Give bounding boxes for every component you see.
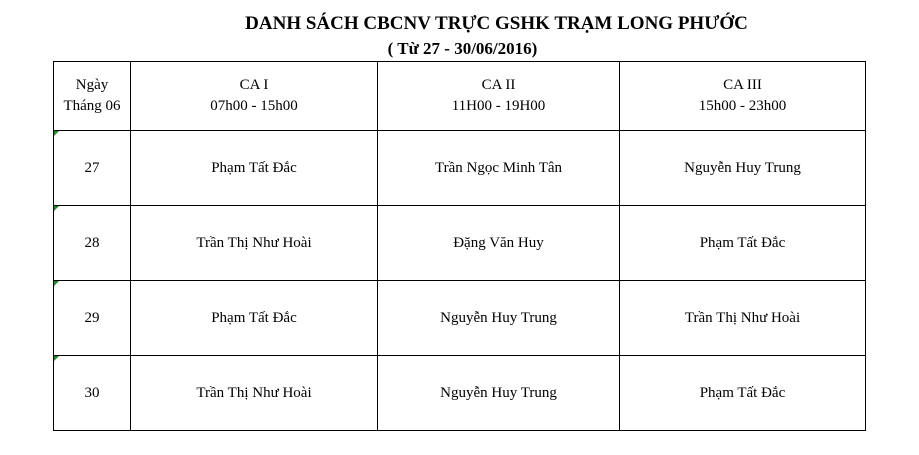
cell-marker-icon (54, 356, 59, 361)
table-row (54, 131, 866, 206)
header-shift-3-time: 15h00 - 23h00 (698, 98, 787, 114)
header-shift-2-time: 11H00 - 19H00 (451, 98, 546, 114)
shift-1-cell: Phạm Tất Đắc (131, 281, 378, 356)
document-subtitle: ( Từ 27 - 30/06/2016) (387, 39, 538, 58)
shift-2-cell: Trần Ngọc Minh Tân (378, 131, 620, 206)
header-shift-1-cell (131, 62, 378, 131)
header-shift-1-name: CA I (239, 77, 269, 93)
day-cell (54, 356, 131, 431)
shift-3-cell: Trần Thị Như Hoài (620, 281, 866, 356)
duty-roster-table (53, 61, 866, 431)
header-shift-2-name: CA II (481, 77, 516, 93)
shift-1-cell: Trần Thị Như Hoài (131, 356, 378, 431)
cell-marker-icon (54, 131, 59, 136)
shift-3-cell: Phạm Tất Đắc (620, 356, 866, 431)
header-date-label-line2: Tháng 06 (63, 98, 121, 114)
header-shift-1-time: 07h00 - 15h00 (210, 98, 298, 114)
table-row (54, 206, 866, 281)
cell-marker-icon (54, 206, 59, 211)
shift-2-cell: Đặng Văn Huy (378, 206, 620, 281)
shift-3-cell: Phạm Tất Đắc (620, 206, 866, 281)
table-row (54, 281, 866, 356)
day-cell (54, 206, 131, 281)
day-value: 30 (84, 384, 100, 401)
table-row (54, 356, 866, 431)
day-cell (54, 281, 131, 356)
table-header-row (54, 62, 866, 131)
day-value: 28 (84, 234, 100, 251)
day-cell (54, 131, 131, 206)
cell-marker-icon (54, 281, 59, 286)
document-title: DANH SÁCH CBCNV TRỰC GSHK TRẠM LONG PHƯỚC (245, 13, 748, 34)
day-value: 29 (84, 309, 100, 326)
header-shift-2-cell (378, 62, 620, 131)
shift-1-cell: Phạm Tất Đắc (131, 131, 378, 206)
header-date-label-line1: Ngày (75, 77, 109, 93)
shift-2-cell: Nguyễn Huy Trung (378, 281, 620, 356)
header-shift-3-name: CA III (723, 77, 762, 93)
header-date-cell (54, 62, 131, 131)
day-value: 27 (84, 159, 100, 176)
shift-3-cell: Nguyễn Huy Trung (620, 131, 866, 206)
shift-2-cell: Nguyễn Huy Trung (378, 356, 620, 431)
header-shift-3-cell (620, 62, 866, 131)
shift-1-cell: Trần Thị Như Hoài (131, 206, 378, 281)
